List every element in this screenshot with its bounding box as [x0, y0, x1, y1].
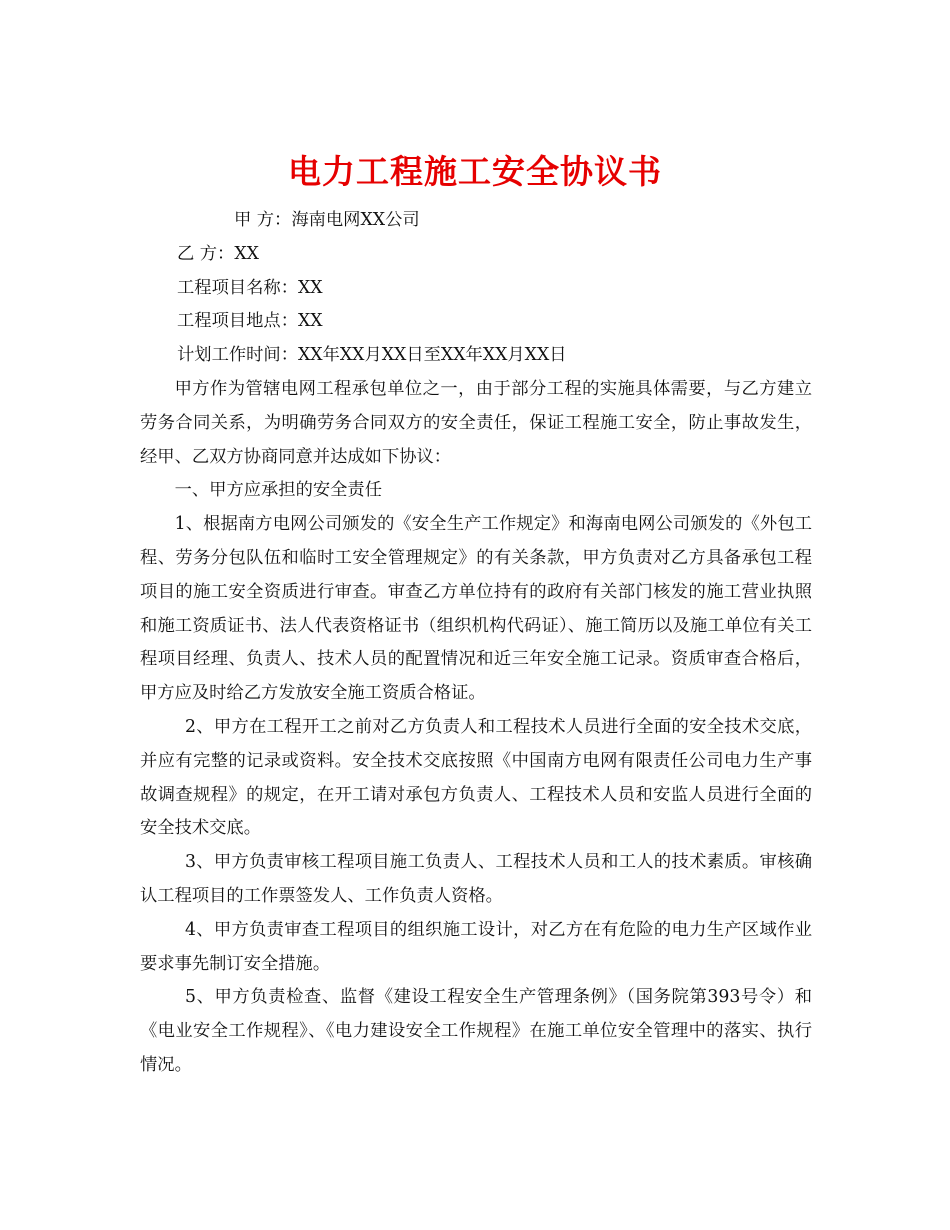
- clause-4: 4、甲方负责审查工程项目的组织施工设计，对乙方在有危险的电力生产区域作业要求事先制订安全措施。: [140, 919, 812, 974]
- clause-5: 5、甲方负责检查、监督《建设工程安全生产管理条例》（国务院第393号令）和《电业安全工作规程》、《电力建设安全工作规程》在施工单位安全管理中的落实、执行情况。: [140, 987, 812, 1075]
- clause-2: 2、甲方在工程开工之前对乙方负责人和工程技术人员进行全面的安全技术交底，并应有完整的记录或资料。安全技术交底按照《中国南方电网有限责任公司电力生产事故调查规程》的规定，在开工请对承包方负责人、工程技术人员和安监人员进行全面的安全技术交底。: [140, 716, 812, 839]
- document-title: 电力工程施工安全协议书: [288, 152, 662, 192]
- party-a-line: 甲 方：海南电网XX公司: [234, 210, 420, 230]
- intro-paragraph: 甲方作为管辖电网工程承包单位之一，由于部分工程的实施具体需要，与乙方建立劳务合同关系，为明确劳务合同双方的安全责任，保证工程施工安全，防止事故发生，经甲、乙双方协商同意并达成如下协议：: [140, 378, 812, 467]
- party-b-line: 乙 方：XX: [177, 243, 259, 264]
- schedule-line: 计划工作时间：XX年XX月XX日至XX年XX月XX日: [177, 345, 567, 366]
- section-heading: 一、甲方应承担的安全责任: [174, 480, 382, 501]
- clause-1: 1、根据南方电网公司颁发的《安全生产工作规定》和海南电网公司颁发的《外包工程、劳务分包队伍和临时工安全管理规定》的有关条款，甲方负责对乙方具备承包工程项目的施工安全资质进行审查。审查乙方单位持有的政府有关部门核发的施工营业执照和施工资质证书、法人代表资格证书（组织机构代码证）、施工简历以及施工单位有关工程项目经理、负责人、技术人员的配置情况和近三年安全施工记录。资质审查合格后，甲方应及时给乙方发放安全施工资质合格证。: [140, 514, 812, 704]
- project-location-line: 工程项目地点：XX: [177, 311, 323, 332]
- document-body: [140, 204, 812, 1083]
- project-name-line: 工程项目名称：XX: [177, 277, 323, 298]
- clause-3: 3、甲方负责审核工程项目施工负责人、工程技术人员和工人的技术素质。审核确认工程项目的工作票签发人、工作负责人资格。: [140, 852, 812, 906]
